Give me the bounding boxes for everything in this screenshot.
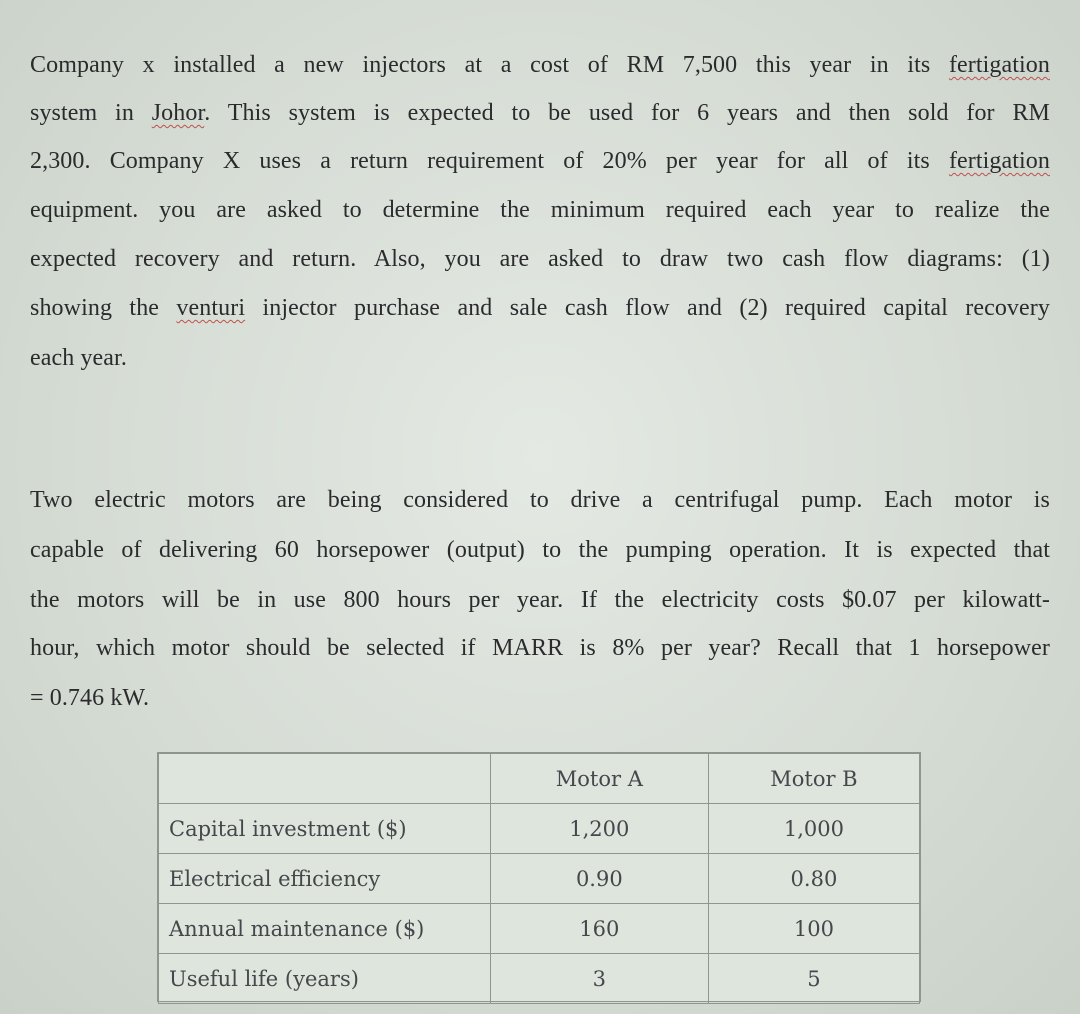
row-label: Electrical efficiency — [159, 854, 491, 904]
motor-b-value: 0.80 — [708, 854, 919, 904]
p2-line-5: = 0.746 kW. — [30, 685, 150, 711]
p1-line-3: 2,300. Company X uses a return requirement of 20% per year for all of its fertigation — [30, 148, 1050, 174]
spell-check-underline: venturi — [176, 295, 246, 321]
motor-a-value: 160 — [490, 904, 708, 954]
p1-line-4: equipment. you are asked to determine the minimum required each year to realize the — [30, 197, 1050, 223]
p2-line-3: the motors will be in use 800 hours per year. If the electricity costs $0.07 per kilowatt- — [30, 587, 1050, 613]
table-row — [159, 904, 920, 954]
motor-a-value: 0.90 — [490, 854, 708, 904]
problem-1-paragraph — [30, 50, 1050, 380]
row-label: Annual maintenance ($) — [159, 904, 491, 954]
p2-line-1: Two electric motors are being considered to drive a centrifugal pump. Each motor is — [30, 487, 1050, 513]
row-label: Useful life (years) — [159, 954, 491, 1004]
motor-a-value: 3 — [490, 954, 708, 1004]
motor-b-value: 1,000 — [708, 804, 919, 854]
row-label: Capital investment ($) — [159, 804, 491, 854]
motor-comparison-table — [157, 752, 921, 1002]
p1-line-2: system in Johor. This system is expected to be used for 6 years and then sold for RM — [30, 100, 1050, 126]
p2-line-2: capable of delivering 60 horsepower (output) to the pumping operation. It is expected that — [30, 537, 1050, 563]
motor-b-value: 100 — [708, 904, 919, 954]
motor-b-value: 5 — [708, 954, 919, 1004]
table-header-motor-b: Motor B — [708, 754, 919, 804]
p1-line-7: each year. — [30, 345, 127, 371]
table-header-empty — [159, 754, 491, 804]
table-row — [159, 954, 920, 1004]
table-header-row — [159, 754, 920, 804]
problem-2-paragraph — [30, 485, 1050, 715]
table-row — [159, 804, 920, 854]
spell-check-underline: fertigation — [948, 148, 1050, 174]
spell-check-underline: fertigation — [948, 52, 1050, 78]
p1-line-5: expected recovery and return. Also, you are asked to draw two cash flow diagrams: (1) — [30, 246, 1050, 272]
p1-line-6: showing the venturi injector purchase and sale cash flow and (2) required capital recovery — [30, 295, 1050, 321]
p1-line-1: Company x installed a new injectors at a cost of RM 7,500 this year in its fertigation — [30, 52, 1050, 78]
spell-check-underline: Johor — [151, 100, 205, 126]
p2-line-4: hour, which motor should be selected if MARR is 8% per year? Recall that 1 horsepower — [30, 635, 1050, 661]
table-row — [159, 854, 920, 904]
table-header-motor-a: Motor A — [490, 754, 708, 804]
motor-a-value: 1,200 — [490, 804, 708, 854]
